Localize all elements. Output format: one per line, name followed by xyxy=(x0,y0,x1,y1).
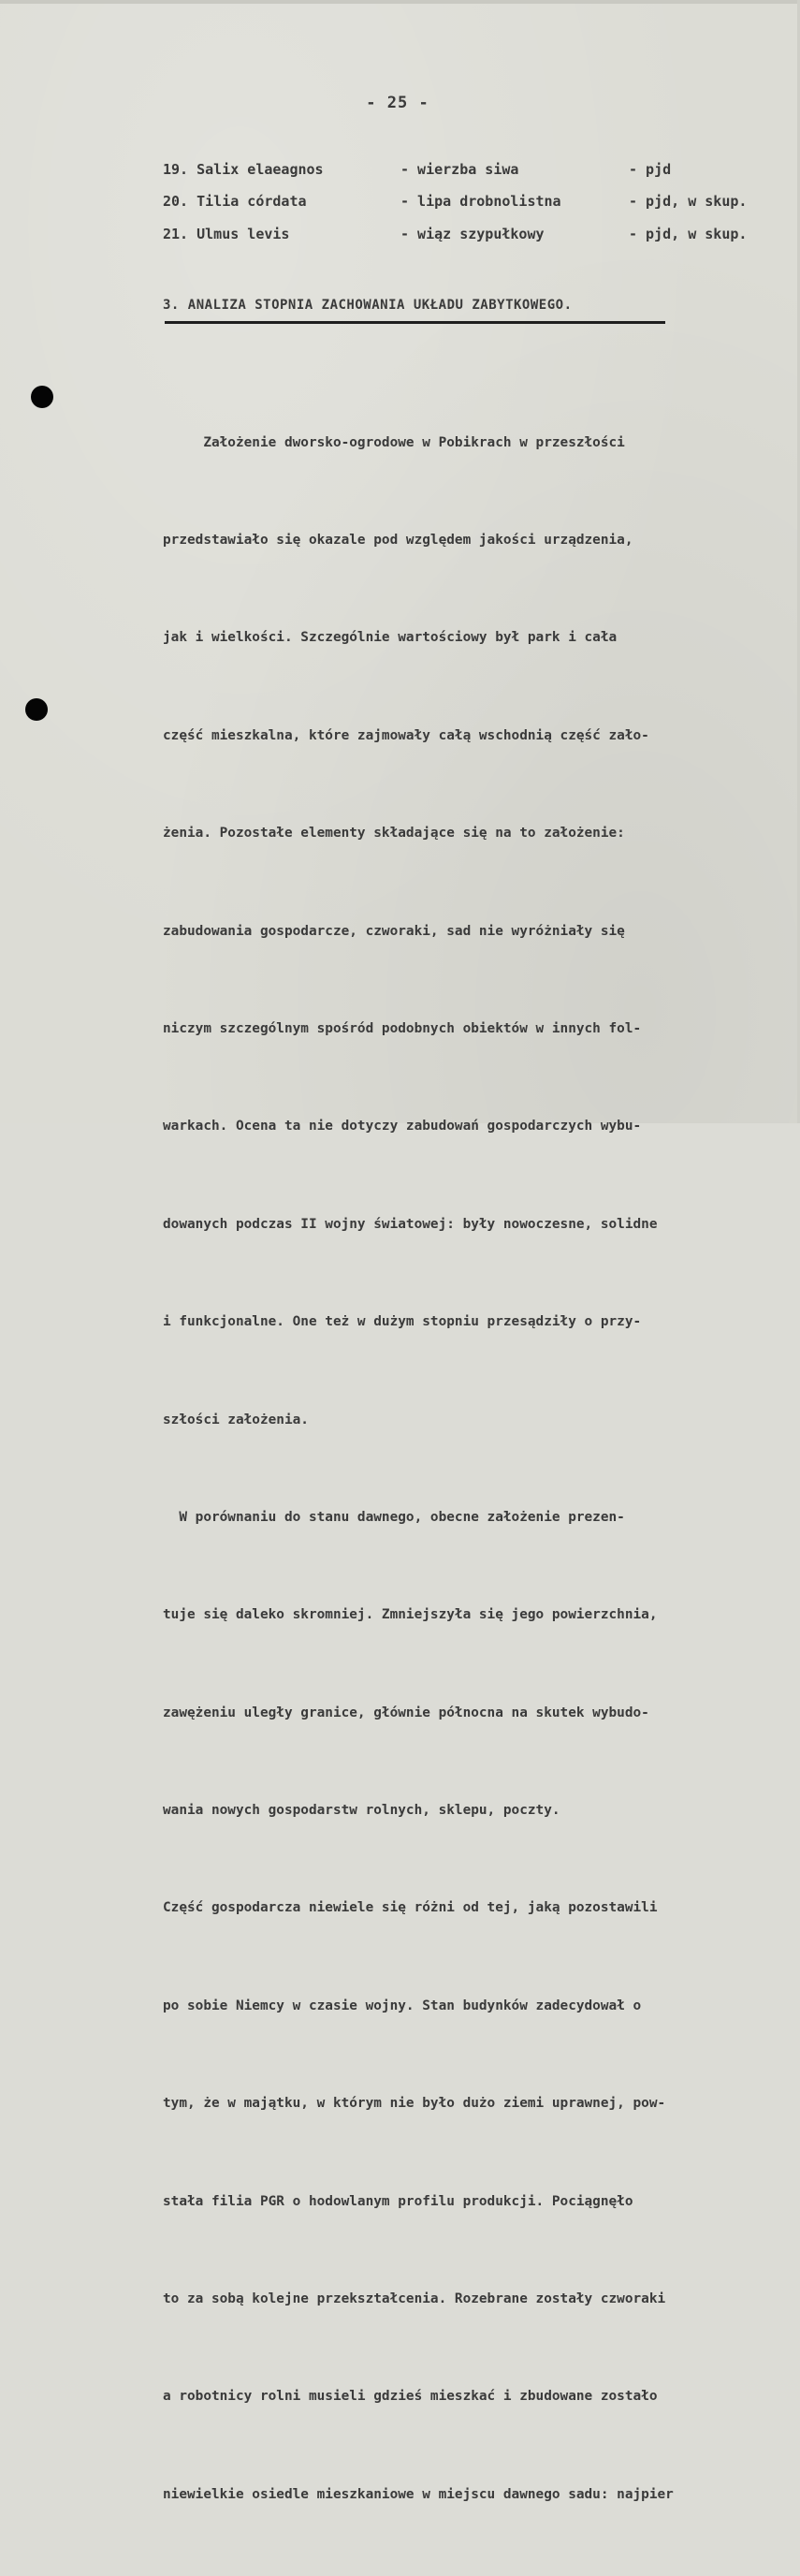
page-number: - 25 - xyxy=(366,94,429,112)
page-top-edge xyxy=(0,0,800,4)
text-line: zawężeniu uległy granice, głównie północna na skutek wybudo- xyxy=(163,1705,649,1720)
punch-hole xyxy=(31,386,53,408)
text-line: żenia. Pozostałe elementy składające się na to założenie: xyxy=(163,826,625,842)
punch-hole xyxy=(25,698,48,721)
text-line: Część gospodarcza niewiele się różni od tej, jaką pozostawili xyxy=(163,1900,658,1916)
species-latin-name: 19. Salix elaeagnos xyxy=(163,161,324,178)
species-occurrence: - pjd, w skup. xyxy=(629,226,748,242)
text-line: tym, że w majątku, w którym nie było dużo ziemi uprawnej, pow- xyxy=(163,2096,666,2112)
text-line: jak i wielkości. Szczególnie wartościowy był park i cała xyxy=(163,630,618,646)
species-occurrence: - pjd xyxy=(629,161,672,178)
text-line: tuje się daleko skromniej. Zmniejszyła się jego powierzchnia, xyxy=(163,1607,658,1623)
text-line: W porównaniu do stanu dawnego, obecne założenie prezen- xyxy=(163,1509,625,1525)
body-text xyxy=(163,361,788,2576)
text-line: to za sobą kolejne przekształcenia. Rozebrane zostały czworaki xyxy=(163,2291,666,2307)
text-line: zabudowania gospodarcze, czworaki, sad nie wyróżniały się xyxy=(163,923,625,939)
text-line: wania nowych gospodarstw rolnych, sklepu, poczty. xyxy=(163,1803,560,1819)
text-line: przedstawiało się okazale pod względem jakości urządzenia, xyxy=(163,532,633,548)
species-polish-name: - wiąz szypułkowy xyxy=(400,226,545,242)
text-line: a robotnicy rolni musieli gdzieś mieszkać i zbudowane zostało xyxy=(163,2389,658,2405)
text-line: warkach. Ocena ta nie dotyczy zabudowań gospodarczych wybu- xyxy=(163,1119,642,1134)
heading-underline xyxy=(165,321,665,324)
text-line: i funkcjonalne. One też w dużym stopniu przesądziły o przy- xyxy=(163,1314,642,1330)
text-line: dowanych podczas II wojny światowej: były nowoczesne, solidne xyxy=(163,1216,658,1232)
section-heading: 3. ANALIZA STOPNIA ZACHOWANIA UKŁADU ZABYTKOWEGO. xyxy=(163,298,573,313)
text-line: stała filia PGR o hodowlanym profilu produkcji. Pociągnęło xyxy=(163,2193,633,2209)
species-latin-name: 21. Ulmus levis xyxy=(163,226,290,242)
text-line: szłości założenia. xyxy=(163,1412,309,1427)
species-latin-name: 20. Tilia córdata xyxy=(163,193,307,210)
text-line: Założenie dworsko-ogrodowe w Pobikrach w przeszłości xyxy=(163,434,625,450)
species-polish-name: - wierzba siwa xyxy=(400,161,519,178)
species-polish-name: - lipa drobnolistna xyxy=(400,193,561,210)
text-line: niewielkie osiedle mieszkaniowe w miejscu dawnego sadu: najpier xyxy=(163,2486,674,2502)
text-line: część mieszkalna, które zajmowały całą wschodnią część zało- xyxy=(163,727,649,743)
species-occurrence: - pjd, w skup. xyxy=(629,193,748,210)
text-line: po sobie Niemcy w czasie wojny. Stan budynków zadecydował o xyxy=(163,1998,642,2013)
text-line: niczym szczególnym spośród podobnych obiektów w innych fol- xyxy=(163,1020,642,1036)
